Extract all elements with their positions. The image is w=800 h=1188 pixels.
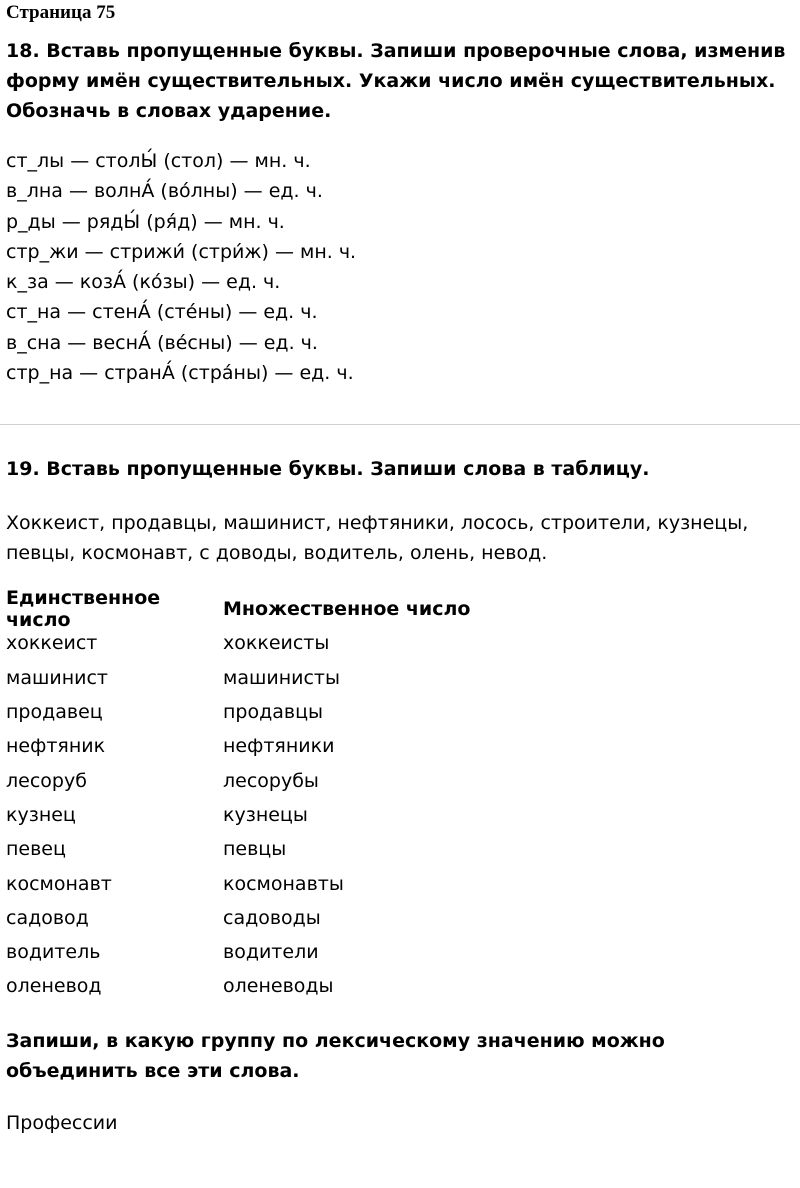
plural-cell: водители xyxy=(223,941,319,964)
number-table xyxy=(6,587,471,1004)
answer-line: ст_на — стенА́ (сте́ны) — ед. ч. xyxy=(6,301,318,324)
singular-cell: кузнец xyxy=(6,803,76,826)
table-row xyxy=(6,763,470,797)
answer-line: в_сна — веснА́ (ве́сны) — ед. ч. xyxy=(6,331,318,354)
task-19-question: Запиши, в какую группу по лексическому значению можно объединить все эти слова. xyxy=(6,1030,665,1082)
singular-cell: нефтяник xyxy=(6,735,106,758)
table-row xyxy=(6,969,470,1003)
page-label: Страница 75 xyxy=(6,2,116,23)
plural-cell: садоводы xyxy=(223,906,321,929)
header-singular: Единственное число xyxy=(6,587,161,632)
plural-cell: машинисты xyxy=(223,666,340,689)
table-row xyxy=(6,626,470,660)
divider xyxy=(0,424,800,425)
answer-line: в_лна — волнА́ (во́лны) — ед. ч. xyxy=(6,180,323,203)
header-plural: Множественное число xyxy=(223,598,471,621)
singular-cell: космонавт xyxy=(6,872,112,895)
task-19-words: Хоккеист, продавцы, машинист, нефтяники, лосось, строители, кузнецы, певцы, космонавт, с доводы, водитель, олень, невод. xyxy=(6,512,749,564)
answer-line: стр_на — странА́ (стра́ны) — ед. ч. xyxy=(6,362,354,385)
plural-cell: кузнецы xyxy=(223,803,308,826)
table-row xyxy=(6,661,470,695)
answer-line: стр_жи — стрижи́ (стри́ж) — мн. ч. xyxy=(6,240,357,263)
table-row xyxy=(6,695,470,729)
plural-cell: нефтяники xyxy=(223,735,335,758)
task-18-answers xyxy=(6,146,356,388)
table-row xyxy=(6,935,470,969)
plural-cell: продавцы xyxy=(223,701,324,724)
task-19-title: 19. Вставь пропущенные буквы. Запиши слова в таблицу. xyxy=(6,458,650,480)
plural-cell: лесорубы xyxy=(223,769,319,792)
singular-cell: продавец xyxy=(6,701,103,724)
table-row xyxy=(6,729,470,763)
answer-line: к_за — козА́ (ко́зы) — ед. ч. xyxy=(6,271,281,294)
plural-cell: оленеводы xyxy=(223,975,334,998)
table-header xyxy=(6,587,471,632)
table-row xyxy=(6,901,470,935)
plural-cell: космонавты xyxy=(223,872,344,895)
task-19-answer: Профессии xyxy=(6,1112,118,1134)
singular-cell: хоккеист xyxy=(6,632,98,655)
answer-line: р_ды — рядЫ́ (ря́д) — мн. ч. xyxy=(6,210,285,233)
singular-cell: садовод xyxy=(6,906,89,929)
singular-cell: машинист xyxy=(6,666,108,689)
table-row xyxy=(6,866,470,900)
table-row xyxy=(6,832,470,866)
singular-cell: оленевод xyxy=(6,975,102,998)
plural-cell: певцы xyxy=(223,838,287,861)
singular-cell: водитель xyxy=(6,941,101,964)
singular-cell: певец xyxy=(6,838,66,861)
singular-cell: лесоруб xyxy=(6,769,87,792)
answer-line: ст_лы — столЫ́ (стол) — мн. ч. xyxy=(6,150,311,172)
table-row xyxy=(6,798,470,832)
task-18-title: 18. Вставь пропущенные буквы. Запиши проверочные слова, изменив форму имён существительных. Укажи число имён существительных. Обозначь в словах ударение. xyxy=(6,40,786,122)
plural-cell: хоккеисты xyxy=(223,632,330,655)
